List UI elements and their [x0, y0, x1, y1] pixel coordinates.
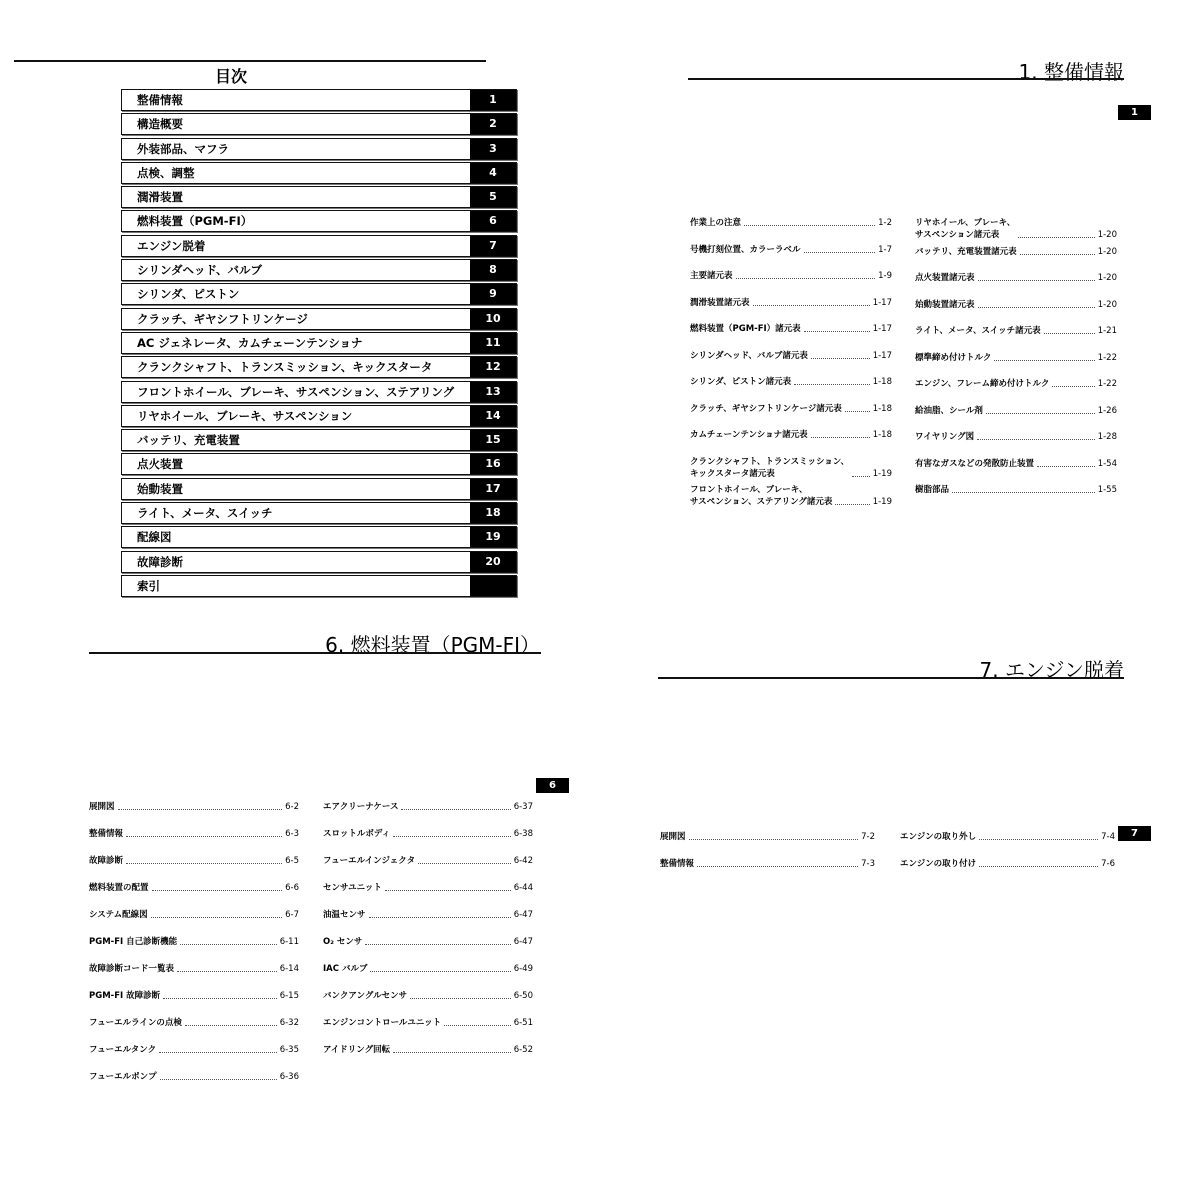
- dot-leader: [804, 252, 876, 253]
- toc-row-number: 18: [470, 503, 516, 523]
- index-entry-page: 1-17: [872, 324, 892, 334]
- index-entry[interactable]: [89, 1043, 299, 1055]
- index-entry-page: 1-28: [1097, 432, 1117, 442]
- index-entry-title-line1: ライト、メータ、スイッチ諸元表: [915, 326, 1041, 336]
- dot-leader: [1020, 254, 1095, 255]
- toc-title: 目次: [215, 67, 248, 86]
- dot-leader: [1037, 466, 1095, 467]
- dot-leader: [159, 1052, 277, 1053]
- dot-leader: [978, 280, 1095, 281]
- section1-rule: [688, 78, 1124, 80]
- index-entry-title: [690, 455, 849, 479]
- index-entry-title-line1: 有害なガスなどの発散防止装置: [915, 458, 1035, 469]
- index-entry-title: [915, 271, 975, 283]
- toc-row-label: 整備情報: [137, 93, 183, 107]
- index-entry-title: フューエルタンク: [89, 1045, 157, 1055]
- dot-leader: [126, 863, 282, 864]
- index-entry-page: 6-38: [513, 829, 533, 839]
- index-entry[interactable]: [323, 935, 533, 947]
- dot-leader: [845, 411, 870, 412]
- index-entry-title: [690, 428, 808, 440]
- index-entry[interactable]: [900, 857, 1115, 869]
- index-entry-title-line1: 樹脂部品: [915, 485, 950, 495]
- section7-rule: [658, 677, 1124, 679]
- index-entry-title: 油温センサ: [323, 910, 366, 920]
- index-entry[interactable]: [690, 216, 892, 228]
- dot-leader: [697, 866, 858, 867]
- toc-row-number: 6: [470, 211, 516, 231]
- toc-row-label: エンジン脱着: [137, 238, 206, 253]
- index-entry[interactable]: [323, 854, 533, 866]
- toc-row-number: 16: [470, 454, 516, 474]
- index-entry-title: フューエルポンプ: [89, 1072, 157, 1082]
- toc-row-number: 1: [470, 90, 516, 110]
- dot-leader: [736, 278, 876, 279]
- index-entry-page: 1-17: [872, 350, 892, 361]
- index-entry[interactable]: [915, 430, 1117, 442]
- index-entry-page: 6-37: [513, 802, 533, 812]
- dot-leader: [994, 360, 1094, 361]
- toc-row[interactable]: [121, 381, 517, 403]
- toc-row-number: 2: [470, 114, 516, 134]
- index-entry-title: [690, 322, 801, 334]
- index-entry-title-line1: クラッチ、ギヤシフトリンケージ諸元表: [690, 403, 842, 414]
- toc-row-label: 故障診断: [137, 554, 183, 569]
- dot-leader: [835, 504, 869, 505]
- index-entry-title: フューエルラインの点検: [89, 1018, 182, 1028]
- toc-row-number: 4: [470, 163, 516, 183]
- index-entry-page: 1-17: [872, 297, 892, 308]
- index-entry[interactable]: [915, 271, 1117, 283]
- dot-leader: [410, 998, 511, 999]
- dot-leader: [401, 809, 510, 810]
- index-entry-page: 6-50: [513, 991, 533, 1001]
- index-entry[interactable]: [89, 935, 299, 947]
- index-entry-page: 7-6: [1101, 859, 1115, 869]
- index-entry-title: 展開図: [660, 832, 686, 842]
- index-entry-title: [690, 402, 842, 414]
- index-entry-title: センサユニット: [323, 883, 382, 893]
- toc-row[interactable]: [121, 575, 517, 597]
- toc-row[interactable]: [121, 332, 517, 354]
- index-entry-title: [915, 430, 974, 442]
- dot-leader: [185, 1025, 277, 1026]
- dot-leader: [811, 437, 870, 438]
- index-entry-title-line1: シリンダ、ピストン諸元表: [690, 377, 792, 387]
- index-entry[interactable]: [89, 989, 299, 1001]
- index-entry-title-line1: クランクシャフト、トランスミッション、: [690, 456, 850, 467]
- index-entry[interactable]: [690, 375, 892, 387]
- index-entry[interactable]: [690, 428, 892, 440]
- section7-index-right: [900, 830, 1115, 884]
- index-entry-title: [915, 404, 983, 416]
- toc-row-label: 索引: [137, 578, 160, 593]
- section6-tab: 6: [536, 778, 569, 793]
- index-entry-page: 7-2: [861, 832, 875, 842]
- index-entry-title: [690, 296, 750, 308]
- index-entry-title: [915, 216, 1015, 240]
- toc-row[interactable]: [121, 186, 517, 208]
- toc-row-label: クランクシャフト、トランスミッション、キックスタータ: [137, 360, 433, 375]
- toc-row[interactable]: [121, 356, 517, 378]
- index-entry-page: 6-52: [513, 1045, 533, 1055]
- index-entry-page: 7-4: [1101, 832, 1115, 842]
- index-entry-page: 6-49: [513, 964, 533, 974]
- dot-leader: [1018, 237, 1094, 238]
- index-entry-title: エアクリーナケース: [323, 802, 399, 812]
- index-entry[interactable]: [690, 296, 892, 308]
- section6-rule: [89, 652, 541, 654]
- toc-row-label: 点検、調整: [137, 165, 195, 180]
- index-entry-title-line1: 点火装置諸元表: [915, 273, 975, 283]
- section1-index-left: [690, 216, 892, 512]
- index-entry-title: [915, 483, 949, 495]
- index-entry-title: エンジンの取り付け: [900, 859, 977, 869]
- index-entry[interactable]: [690, 455, 892, 479]
- index-entry-page: 6-11: [279, 937, 299, 947]
- toc-row[interactable]: [121, 283, 517, 305]
- section1-title: 1. 整備情報: [1018, 60, 1124, 84]
- index-entry-title-line1: 号機打刻位置、カラーラベル: [690, 244, 801, 255]
- toc-row-number: 8: [470, 260, 516, 280]
- toc-row[interactable]: [121, 235, 517, 257]
- dot-leader: [986, 413, 1095, 414]
- toc-row-number: 9: [470, 284, 516, 304]
- index-entry-title: 燃料装置の配置: [89, 883, 149, 893]
- index-entry[interactable]: [323, 1043, 533, 1055]
- dot-leader: [952, 492, 1095, 493]
- toc-row[interactable]: [121, 308, 517, 330]
- index-entry-title-line1: リヤホイール、ブレーキ、: [915, 218, 1016, 228]
- index-entry-title: スロットルボディ: [323, 829, 391, 839]
- toc-row-number: 7: [470, 236, 516, 256]
- index-entry[interactable]: [690, 483, 892, 507]
- index-entry-page: 1-55: [1097, 485, 1117, 495]
- index-entry[interactable]: [89, 827, 299, 839]
- index-entry-title: [915, 457, 1034, 469]
- dot-leader: [852, 476, 870, 477]
- index-entry-title-line1: 潤滑装置諸元表: [690, 297, 750, 308]
- index-entry[interactable]: [323, 800, 533, 812]
- dot-leader: [369, 917, 511, 918]
- dot-leader: [753, 305, 870, 306]
- index-entry-title-line1: 始動装置諸元表: [915, 299, 975, 310]
- index-entry[interactable]: [323, 1016, 533, 1028]
- index-entry-page: 1-54: [1097, 458, 1117, 469]
- toc-row-label: シリンダ、ピストン: [137, 287, 240, 302]
- toc-list: [121, 89, 517, 599]
- index-entry-page: 6-14: [279, 964, 299, 974]
- toc-row-label: 潤滑装置: [137, 190, 183, 205]
- index-entry-title: [690, 216, 741, 228]
- toc-row-number: 3: [470, 139, 516, 159]
- index-entry[interactable]: [323, 827, 533, 839]
- index-entry-title: [915, 245, 1017, 257]
- index-entry[interactable]: [323, 908, 533, 920]
- index-entry-page: 1-20: [1097, 230, 1117, 240]
- index-entry-title: PGM-FI 故障診断: [89, 991, 161, 1001]
- index-entry-page: 6-6: [285, 883, 299, 893]
- section6-title: 6. 燃料装置（PGM-FI）: [325, 633, 540, 657]
- index-entry[interactable]: [690, 349, 892, 361]
- section7-title: 7. エンジン脱着: [979, 658, 1124, 682]
- index-entry[interactable]: [915, 245, 1117, 257]
- index-entry[interactable]: [690, 269, 892, 281]
- index-entry-title-line1: 給油脂、シール剤: [915, 405, 983, 416]
- toc-row[interactable]: [121, 210, 517, 232]
- index-entry-title: [915, 324, 1041, 336]
- toc-row-number: 14: [470, 406, 516, 426]
- index-entry-title: [690, 349, 808, 361]
- index-entry-page: 6-47: [513, 937, 533, 947]
- toc-row-label: 燃料装置（PGM-FI）: [137, 214, 253, 229]
- toc-row[interactable]: [121, 429, 517, 451]
- index-entry-title-line1: 燃料装置（PGM-FI）諸元表: [690, 324, 801, 334]
- index-entry-page: 6-15: [279, 991, 299, 1001]
- index-entry[interactable]: [690, 243, 892, 255]
- index-entry-page: 6-35: [279, 1045, 299, 1055]
- index-entry-title: IAC バルブ: [323, 964, 368, 974]
- index-entry[interactable]: [89, 800, 299, 812]
- index-entry[interactable]: [915, 377, 1117, 389]
- index-entry[interactable]: [915, 483, 1117, 495]
- section7-tab: 7: [1118, 826, 1151, 841]
- index-entry-page: 1-2: [878, 218, 892, 228]
- dot-leader: [370, 971, 510, 972]
- dot-leader: [180, 944, 277, 945]
- index-entry-page: 6-42: [513, 856, 533, 866]
- toc-row-number: 19: [470, 527, 516, 547]
- index-entry-page: 1-19: [872, 497, 892, 507]
- index-entry-title: 故障診断コード一覧表: [89, 964, 175, 974]
- index-entry[interactable]: [89, 1016, 299, 1028]
- dot-leader: [444, 1025, 511, 1026]
- index-entry[interactable]: [900, 830, 1115, 842]
- index-entry-title: O₂ センサ: [323, 937, 363, 947]
- dot-leader: [978, 307, 1095, 308]
- toc-row-label: シリンダヘッド、バルブ: [137, 263, 263, 278]
- toc-row[interactable]: [121, 259, 517, 281]
- dot-leader: [979, 839, 1098, 840]
- index-entry[interactable]: [89, 1070, 299, 1082]
- index-entry-title-line2: キックスタータ諸元表: [690, 468, 775, 479]
- index-entry-page: 1-20: [1097, 246, 1117, 257]
- index-entry-page: 1-20: [1097, 273, 1117, 283]
- index-entry-title-line1: 主要諸元表: [690, 271, 733, 281]
- index-entry-title-line1: 作業上の注意: [690, 218, 742, 228]
- index-entry[interactable]: [323, 989, 533, 1001]
- index-entry[interactable]: [323, 962, 533, 974]
- toc-row-number: 13: [470, 382, 516, 402]
- index-entry-page: 1-22: [1097, 379, 1117, 389]
- toc-row[interactable]: [121, 526, 517, 548]
- toc-row-label: バッテリ、充電装置: [137, 433, 240, 448]
- index-entry-title-line1: エンジン、フレーム締め付けトルク: [915, 379, 1050, 389]
- index-entry-page: 6-36: [279, 1072, 299, 1082]
- index-entry-page: 7-3: [861, 859, 875, 869]
- index-entry-page: 6-32: [279, 1018, 299, 1028]
- index-entry-title: [690, 483, 832, 507]
- dot-leader: [393, 836, 511, 837]
- dot-leader: [163, 998, 277, 999]
- toc-row-label: 外装部品、マフラ: [137, 141, 229, 156]
- toc-row-number: 10: [470, 309, 516, 329]
- index-entry-title: アイドリング回転: [323, 1045, 391, 1055]
- dot-leader: [689, 839, 859, 840]
- dot-leader: [811, 358, 870, 359]
- index-entry-page: 6-47: [513, 910, 533, 920]
- index-entry-title: [690, 375, 791, 387]
- index-entry-title: [915, 351, 991, 363]
- index-entry-title: バンクアングルセンサ: [323, 991, 408, 1001]
- index-entry[interactable]: [915, 404, 1117, 416]
- dot-leader: [794, 384, 870, 385]
- toc-row-number: 20: [470, 552, 516, 572]
- index-entry[interactable]: [89, 962, 299, 974]
- section1-tab: 1: [1118, 105, 1151, 120]
- index-entry-title-line1: フロントホイール、ブレーキ、: [690, 485, 808, 495]
- index-entry-page: 6-5: [285, 856, 299, 866]
- section6-index-left: [89, 800, 299, 1097]
- toc-row-number: 12: [470, 357, 516, 377]
- dot-leader: [365, 944, 510, 945]
- index-entry-title: [690, 243, 801, 255]
- index-entry[interactable]: [915, 216, 1117, 240]
- dot-leader: [393, 1052, 511, 1053]
- toc-row[interactable]: [121, 89, 517, 111]
- dot-leader: [126, 836, 282, 837]
- index-entry-title: エンジンの取り外し: [900, 832, 977, 842]
- index-entry-page: 6-7: [285, 910, 299, 920]
- index-entry-page: 1-21: [1097, 326, 1117, 336]
- index-entry[interactable]: [915, 457, 1117, 469]
- toc-row-label: 点火装置: [137, 457, 183, 472]
- index-entry-title: [690, 269, 733, 281]
- index-entry[interactable]: [915, 298, 1117, 310]
- index-entry[interactable]: [89, 854, 299, 866]
- toc-row[interactable]: [121, 453, 517, 475]
- index-entry-title: [915, 377, 1049, 389]
- index-entry-title: システム配線図: [89, 910, 148, 920]
- toc-row-number: 15: [470, 430, 516, 450]
- index-entry-title-line1: シリンダヘッド、バルブ諸元表: [690, 350, 808, 361]
- index-entry-title: 展開図: [89, 802, 115, 812]
- index-entry-title-line1: バッテリ、充電装置諸元表: [915, 246, 1017, 257]
- toc-row[interactable]: [121, 138, 517, 160]
- index-entry-title-line1: 標準締め付けトルク: [915, 352, 992, 363]
- dot-leader: [977, 439, 1095, 440]
- index-entry-title: エンジンコントロールユニット: [323, 1018, 442, 1028]
- dot-leader: [118, 809, 283, 810]
- dot-leader: [1044, 333, 1095, 334]
- index-entry-page: 6-2: [285, 802, 299, 812]
- section6-index-right: [323, 800, 533, 1070]
- index-entry-title: [915, 298, 975, 310]
- index-entry-title: 整備情報: [660, 859, 695, 869]
- index-entry-title: 整備情報: [89, 829, 124, 839]
- dot-leader: [385, 890, 511, 891]
- toc-row-label: ライト、メータ、スイッチ: [137, 506, 273, 521]
- dot-leader: [804, 331, 870, 332]
- index-entry[interactable]: [660, 830, 875, 842]
- index-entry-title-line2: サスペンション、ステアリング諸元表: [690, 497, 833, 507]
- index-entry-page: 1-18: [872, 377, 892, 387]
- index-entry-page: 1-7: [878, 244, 892, 255]
- toc-row[interactable]: [121, 478, 517, 500]
- dot-leader: [160, 1079, 277, 1080]
- toc-row[interactable]: [121, 162, 517, 184]
- dot-leader: [152, 890, 283, 891]
- index-entry-page: 1-9: [878, 271, 892, 281]
- dot-leader: [744, 225, 875, 226]
- toc-row[interactable]: [121, 551, 517, 573]
- index-entry-page: 6-44: [513, 883, 533, 893]
- index-entry-title: PGM-FI 自己診断機能: [89, 937, 178, 947]
- index-entry-title-line1: カムチェーンテンショナ諸元表: [690, 430, 808, 440]
- dot-leader: [979, 866, 1098, 867]
- dot-leader: [151, 917, 282, 918]
- index-entry-title-line1: ワイヤリング図: [915, 432, 975, 442]
- index-entry[interactable]: [89, 908, 299, 920]
- index-entry-title-line2: サスペンション諸元表: [915, 230, 1000, 240]
- index-entry-title: 故障診断: [89, 856, 124, 866]
- toc-row-label: クラッチ、ギヤシフトリンケージ: [137, 311, 308, 326]
- toc-row-label: AC ジェネレータ、カムチェーンテンショナ: [137, 335, 363, 350]
- toc-row-label: 始動装置: [137, 481, 183, 496]
- toc-row-label: リヤホイール、ブレーキ、サスペンション: [137, 408, 353, 423]
- index-entry-page: 1-20: [1097, 299, 1117, 310]
- toc-row-number: 11: [470, 333, 516, 353]
- index-entry-page: 6-51: [513, 1018, 533, 1028]
- section1-index-right: [915, 216, 1117, 510]
- index-entry[interactable]: [660, 857, 875, 869]
- index-entry[interactable]: [915, 324, 1117, 336]
- index-entry-page: 1-19: [872, 468, 892, 479]
- toc-row-label: 配線図: [137, 530, 172, 545]
- index-entry-page: 1-18: [872, 403, 892, 414]
- dot-leader: [177, 971, 277, 972]
- toc-row-label: 構造概要: [137, 117, 183, 132]
- index-entry-page: 1-26: [1097, 405, 1117, 416]
- index-entry[interactable]: [323, 881, 533, 893]
- dot-leader: [1052, 386, 1094, 387]
- index-entry[interactable]: [690, 402, 892, 414]
- index-entry-page: 1-18: [872, 430, 892, 440]
- toc-row[interactable]: [121, 502, 517, 524]
- toc-top-rule: [14, 60, 486, 62]
- index-entry-page: 6-3: [285, 829, 299, 839]
- dot-leader: [418, 863, 511, 864]
- index-entry-title: フューエルインジェクタ: [323, 856, 416, 866]
- toc-row-label: フロントホイール、ブレーキ、サスペンション、ステアリング: [137, 384, 455, 399]
- index-entry[interactable]: [690, 322, 892, 334]
- index-entry[interactable]: [89, 881, 299, 893]
- toc-row-number: [470, 576, 516, 596]
- index-entry[interactable]: [915, 351, 1117, 363]
- index-entry-page: 1-22: [1097, 352, 1117, 363]
- toc-row-number: 5: [470, 187, 516, 207]
- section7-index-left: [660, 830, 875, 884]
- toc-row[interactable]: [121, 113, 517, 135]
- toc-row-number: 17: [470, 479, 516, 499]
- toc-row[interactable]: [121, 405, 517, 427]
